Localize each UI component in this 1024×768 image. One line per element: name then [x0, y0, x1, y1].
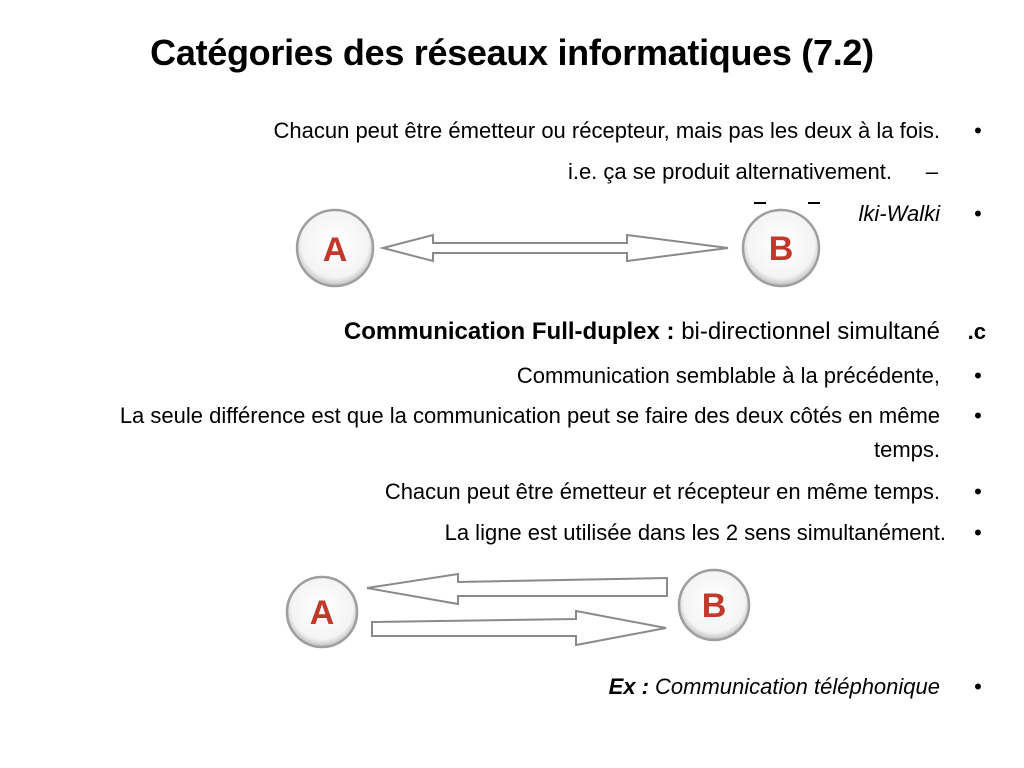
- bullet: •: [974, 479, 982, 504]
- node-b-label: B: [701, 587, 727, 625]
- bullet: •: [974, 520, 982, 545]
- half-duplex-diagram: [297, 210, 819, 286]
- node-a-label: A: [322, 231, 348, 269]
- arrow-a-to-b: [372, 611, 666, 645]
- full-duplex-heading-rest: bi-directionnel simultané: [674, 318, 940, 345]
- full-duplex-bullet-1: Communication semblable à la précédente,: [516, 363, 940, 388]
- bullet: •: [974, 118, 982, 143]
- arrow-b-to-a: [367, 574, 667, 604]
- bidirectional-arrow: [383, 235, 728, 261]
- node-a-circle: [287, 577, 357, 647]
- bullet: •: [974, 201, 982, 226]
- node-b-circle: [743, 210, 819, 286]
- half-duplex-line-1: Chacun peut être émetteur ou récepteur, mais pas les deux à la fois.: [273, 118, 940, 143]
- half-duplex-line-2: i.e. ça se produit alternativement.: [567, 159, 892, 184]
- node-a-circle: [297, 210, 373, 286]
- full-duplex-heading-bold: Communication Full-duplex :: [343, 318, 675, 345]
- full-duplex-bullet-3: Chacun peut être émetteur et récepteur en même temps.: [384, 479, 940, 504]
- node-b-circle: [679, 570, 749, 640]
- half-duplex-example: lki-Walki: [858, 201, 940, 226]
- full-duplex-diagram: [287, 570, 749, 647]
- example-label: Ex :: [608, 674, 649, 699]
- example-text: Communication téléphonique: [648, 674, 940, 699]
- full-duplex-bullet-2: La seule différence est que la communication peut se faire des deux côtés en même temps.: [119, 403, 940, 462]
- full-duplex-bullet-4: La ligne est utilisée dans les 2 sens simultanément.: [444, 520, 946, 545]
- node-b-label: B: [768, 230, 794, 268]
- bullet: •: [974, 403, 982, 428]
- node-a-label: A: [309, 594, 335, 632]
- sub-bullet-dash: –: [925, 159, 938, 184]
- bullet: •: [974, 674, 982, 699]
- slide-title: Catégories des réseaux informatiques (7.2): [150, 32, 874, 73]
- bullet: •: [974, 363, 982, 388]
- section-marker: .c: [967, 319, 986, 344]
